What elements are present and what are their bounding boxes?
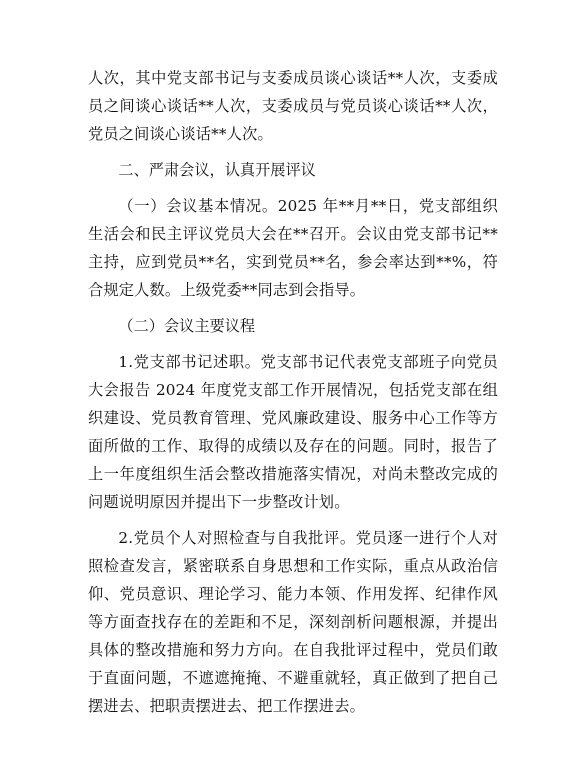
paragraph-meeting-overview: （一）会议基本情况。2025 年**月**日，党支部组织生活会和民主评议党员大会在**召开。会议由党支部书记**主持，应到党员**名，实到党员**名，参会率达到**%，符合规定人数。上级党委**同志到会指导。 (88, 197, 498, 299)
section-heading-2: 二、严肃会议，认真开展评议 (118, 161, 316, 179)
paragraph-agenda-item-1: 1.党支部书记述职。党支部书记代表党支部班子向党员大会报告 2024 年度党支部工作开展情况，包括党支部在组织建设、党员教育管理、党风廉政建设、服务中心工作等方面所做的工作、取得的成绩以及存在的问题。同时，报告了上一年度组织生活会整改措施落实情况，对尚未整改完成的问题说明原因并提出下一步整改计划。 (88, 353, 498, 511)
paragraph-agenda-item-2: 2.党员个人对照检查与自我批评。党员逐一进行个人对照检查发言，紧密联系自身思想和工作实际，重点从政治信仰、党员意识、理论学习、能力本领、作用发挥、纪律作风等方面查找存在的差距和不足，深刻剖析问题根源，并提出具体的整改措施和努力方向。在自我批评过程中，党员们敢于直面问题，不遮遮掩掩、不避重就轻，真正做到了把自己摆进去、把职责摆进去、把工作摆进去。 (88, 529, 498, 715)
subsection-heading-agenda: （二）会议主要议程 (118, 317, 256, 335)
paragraph-continuation: 人次，其中党支部书记与支委成员谈心谈话**人次，支委成员之间谈心谈话**人次，支委成员与党员谈心谈话**人次，党员之间谈心谈话**人次。 (88, 69, 498, 143)
